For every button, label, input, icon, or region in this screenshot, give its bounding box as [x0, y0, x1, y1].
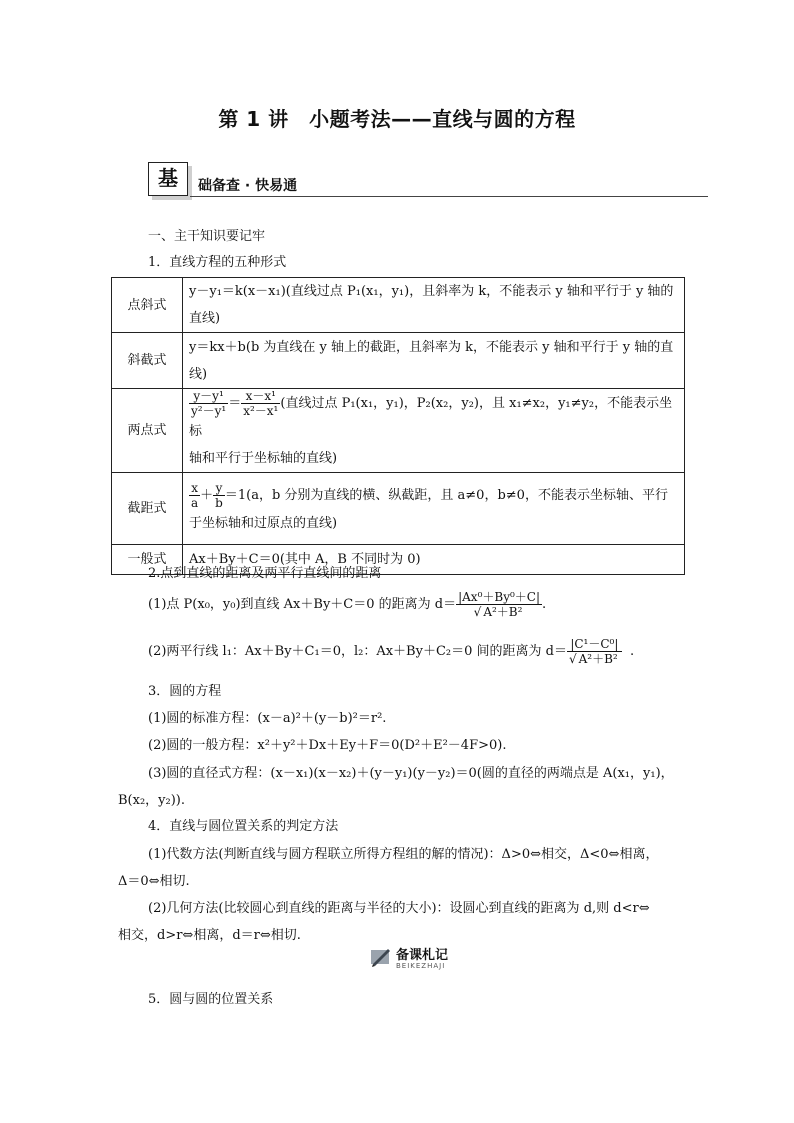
circle-diameter-eq-cont: B(x₂，y₂)).	[118, 793, 185, 808]
form-desc-line1: ＝1(a，b 分别为直线的横、纵截距，且 a≠0，b≠0，不能表示坐标轴、平行	[224, 487, 668, 503]
fraction: $\frac{x}{a}$	[191, 480, 199, 510]
table-row	[112, 333, 685, 389]
notes-logo-subtext: BEIKEZHAJI	[396, 962, 446, 970]
section-heading: 4．直线与圆位置关系的判定方法	[148, 819, 339, 834]
table-row: 截距式 $\frac{x}{a}$ ＋ $\frac{y}{b}$ ＝1(a，b 分别为直线的横、纵截距，且 a≠0，b≠0，不能表示坐标轴、平行 于坐标轴和过原点的直线)	[112, 473, 685, 545]
form-name: 两点式	[112, 389, 183, 473]
fraction: $\frac{\text{x－x¹}}{\text{x²－x¹}}$	[243, 389, 279, 418]
item-heading: 1．直线方程的五种形式	[148, 255, 287, 270]
fraction: $\frac{\text{|C¹－C⁰|}}{\text{√ A²＋B²}}$	[567, 637, 622, 666]
form-desc-line2: 线)	[189, 366, 208, 382]
form-name: 点斜式	[112, 278, 183, 333]
fraction: $\frac{y}{b}$	[215, 480, 223, 510]
section-badge: 基	[148, 162, 188, 196]
section-heading: 5．圆与圆的位置关系	[148, 992, 274, 1007]
circle-general-eq: (2)圆的一般方程：x²＋y²＋Dx＋Ey＋F＝0(D²＋E²－4F>0).	[148, 738, 507, 753]
notes-logo-text: 备课札记	[396, 948, 449, 963]
fraction: $\frac{\text{y－y¹}}{\text{y²－y¹}}$	[191, 389, 227, 418]
section-heading: 2.点到直线的距离及两平行直线间的距离	[148, 566, 382, 581]
line-forms-table	[111, 277, 685, 575]
form-name: 一般式	[112, 545, 183, 575]
form-desc-line2: 轴和平行于坐标轴的直线)	[189, 451, 338, 466]
table-row	[112, 278, 685, 333]
section-heading: 一、主干知识要记牢	[148, 229, 266, 244]
algebraic-method-cont: Δ＝0⇔相切.	[118, 874, 190, 889]
distance-formula-2: (2)两平行线 l₁：Ax＋By＋C₁＝0，l₂：Ax＋By＋C₂＝0 间的距离为 d＝ $\frac{\text{|C¹－C⁰|}}{\text{√ A²＋B²}}$ .	[148, 637, 635, 666]
circle-standard-eq: (1)圆的标准方程：(x－a)²＋(y－b)²＝r².	[148, 711, 387, 726]
geometric-method-cont: 相交，d>r⇔相离，d＝r⇔相切.	[118, 928, 301, 943]
section-heading: 3．圆的方程	[148, 684, 222, 699]
form-desc-line2: 直线)	[189, 311, 221, 326]
form-desc-line2: 于坐标轴和过原点的直线)	[189, 515, 338, 531]
fraction: $\frac{\text{|Ax⁰＋By⁰＋C|}}{\text{√ A²＋B²}}$	[458, 590, 541, 619]
section-banner-text: 础备查 · 快易通	[198, 178, 298, 194]
algebraic-method: (1)代数方法(判断直线与圆方程联立所得方程组的解的情况)：Δ>0⇔相交，Δ<0⇔相离，	[148, 847, 659, 862]
page-title: 第 1 讲 小题考法——直线与圆的方程	[218, 107, 576, 131]
form-desc-line1: (直线过点 P₁(x₁，y₁)，P₂(x₂，y₂)，且 x₁≠x₂，y₁≠y₂，不能表示坐标	[189, 396, 673, 439]
pen-notebook-icon	[370, 946, 392, 968]
distance-formula-1: (1)点 P(x₀，y₀)到直线 Ax＋By＋C＝0 的距离为 d＝ $\frac{\text{|Ax⁰＋By⁰＋C|}}{\text{√ A²＋B²}}$ .	[148, 590, 547, 619]
form-desc-line1: Ax＋By＋C＝0(其中 A，B 不同时为 0)	[183, 545, 685, 575]
form-name: 斜截式	[112, 333, 183, 389]
table-row: 两点式 $\frac{\text{y－y¹}}{\text{y²－y¹}}$ ＝ $\frac{\text{x－x¹}}{\text{x²－x¹}}$ (直线过点 P₁(x₁，y₁)，P₂(x₂，y₂)，且 x₁≠x₂，y₁≠y₂，不能表示坐标 轴和平行于坐标轴的直线)	[112, 389, 685, 473]
form-desc-line1: y－y₁＝k(x－x₁)(直线过点 P₁(x₁，y₁)，且斜率为 k，不能表示 y 轴和平行于 y 轴的	[189, 284, 674, 299]
form-desc-line1: y＝kx＋b(b 为直线在 y 轴上的截距，且斜率为 k，不能表示 y 轴和平行于 y 轴的直	[189, 339, 674, 355]
section-divider	[190, 196, 708, 197]
circle-diameter-eq: (3)圆的直径式方程：(x－x₁)(x－x₂)＋(y－y₁)(y－y₂)＝0(圆的直径的两端点是 A(x₁，y₁)，	[148, 766, 674, 781]
geometric-method: (2)几何方法(比较圆心到直线的距离与半径的大小)：设圆心到直线的距离为 d,则 d<r⇔	[148, 901, 650, 916]
form-name: 截距式	[112, 473, 183, 545]
